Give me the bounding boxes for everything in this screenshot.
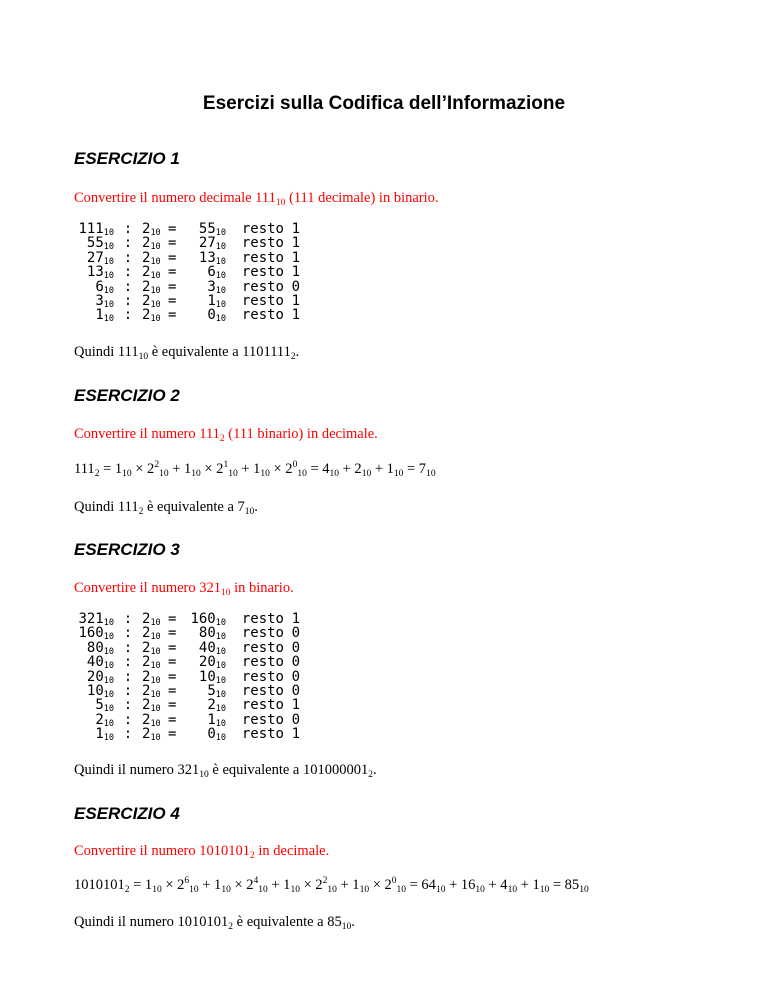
base-subscript: 10 <box>215 733 226 744</box>
division-sign: : <box>123 726 133 743</box>
resto-label: resto <box>241 726 284 743</box>
division-sign: : <box>123 654 133 671</box>
quotient: $27_{10}$ <box>198 235 226 253</box>
base-subscript: 10 <box>150 228 161 238</box>
exercise-1-division-table <box>74 222 300 323</box>
base-subscript: 10 <box>150 285 161 296</box>
base-subscript: 10 <box>103 228 114 238</box>
resto-label: resto <box>241 235 284 252</box>
remainder-bit: 1 <box>291 264 300 281</box>
base-subscript: 10 <box>103 718 114 729</box>
dividend: $111_{10}$ <box>78 221 114 238</box>
dividend: $40_{10}$ <box>86 654 114 672</box>
remainder-bit: 0 <box>291 625 300 642</box>
divisor: $2_{10}$ <box>142 639 161 657</box>
base-subscript: 10 <box>150 718 161 729</box>
division-sign: : <box>123 307 133 324</box>
division-row <box>74 612 300 626</box>
equals-sign: = <box>168 668 177 685</box>
remainder-bit: 1 <box>291 235 300 252</box>
division-row <box>74 684 300 698</box>
base-subscript: 10 <box>103 285 114 296</box>
equals-sign: = <box>168 221 177 237</box>
dividend: $5_{10}$ <box>95 697 114 715</box>
division-row <box>74 697 300 715</box>
base-subscript: 10 <box>150 632 161 643</box>
resto-label: resto <box>241 711 284 728</box>
base-subscript: 10 <box>103 689 114 700</box>
base-subscript: 10 <box>215 704 226 715</box>
base-subscript: 10 <box>215 271 226 282</box>
division-sign: : <box>123 292 133 309</box>
base-subscript: 10 <box>215 689 226 700</box>
exercise-2-heading: ESERCIZIO 2 <box>74 386 180 405</box>
resto-label: resto <box>241 611 284 627</box>
divisor: $2_{10}$ <box>142 292 161 310</box>
equals-sign: = <box>168 697 177 714</box>
division-sign: : <box>123 625 133 642</box>
base-subscript: 10 <box>215 718 226 729</box>
quotient: $20_{10}$ <box>198 654 226 672</box>
equals-sign: = <box>168 639 177 656</box>
resto-label: resto <box>241 625 284 642</box>
equals-sign: = <box>168 307 177 324</box>
base-subscript: 10 <box>150 661 161 672</box>
exercise-4-prompt: Convertire il numero $1010101_2$ in decimale. <box>74 843 330 861</box>
quotient: $80_{10}$ <box>198 625 226 643</box>
resto-label: resto <box>241 221 284 237</box>
base-subscript: 10 <box>103 704 114 715</box>
division-row <box>74 654 300 672</box>
division-sign: : <box>123 697 133 714</box>
base-subscript: 10 <box>103 661 114 672</box>
divisor: $2_{10}$ <box>142 221 161 238</box>
remainder-bit: 1 <box>291 726 300 743</box>
base-subscript: 10 <box>150 242 161 253</box>
division-row <box>74 235 300 253</box>
divisor: $2_{10}$ <box>142 278 161 296</box>
exercise-3-result: Quindi il numero $321_{10}$ è equivalente a $101000001_2$. <box>74 762 377 780</box>
resto-label: resto <box>241 249 284 266</box>
division-row <box>74 307 300 325</box>
dividend: $321_{10}$ <box>78 611 114 628</box>
divisor: $2_{10}$ <box>142 654 161 672</box>
dividend: $80_{10}$ <box>86 639 114 657</box>
remainder-bit: 0 <box>291 668 300 685</box>
equals-sign: = <box>168 264 177 281</box>
divisor: $2_{10}$ <box>142 697 161 715</box>
exercise-3-heading: ESERCIZIO 3 <box>74 540 180 559</box>
divisor: $2_{10}$ <box>142 668 161 686</box>
division-sign: : <box>123 682 133 699</box>
quotient: $40_{10}$ <box>198 639 226 657</box>
remainder-bit: 1 <box>291 611 300 627</box>
dividend: $27_{10}$ <box>86 249 114 267</box>
base-subscript: 10 <box>215 256 226 267</box>
base-subscript: 10 <box>103 733 114 744</box>
quotient: $5_{10}$ <box>207 682 226 700</box>
dividend: $1_{10}$ <box>95 307 114 325</box>
base-subscript: 10 <box>215 632 226 643</box>
divisor: $2_{10}$ <box>142 249 161 267</box>
dividend: $160_{10}$ <box>78 625 114 643</box>
remainder-bit: 1 <box>291 292 300 309</box>
resto-label: resto <box>241 697 284 714</box>
base-subscript: 10 <box>150 256 161 267</box>
equals-sign: = <box>168 235 177 252</box>
division-sign: : <box>123 639 133 656</box>
dividend: $3_{10}$ <box>95 292 114 310</box>
equals-sign: = <box>168 611 177 627</box>
divisor: $2_{10}$ <box>142 611 161 628</box>
base-subscript: 10 <box>103 646 114 657</box>
base-subscript: 10 <box>103 256 114 267</box>
base-subscript: 10 <box>150 646 161 657</box>
base-subscript: 10 <box>103 242 114 253</box>
base-subscript: 10 <box>103 618 114 628</box>
base-subscript: 10 <box>215 618 226 628</box>
division-sign: : <box>123 221 133 237</box>
resto-label: resto <box>241 264 284 281</box>
remainder-bit: 1 <box>291 249 300 266</box>
base-subscript: 10 <box>103 675 114 686</box>
quotient: $1_{10}$ <box>207 711 226 729</box>
dividend: $2_{10}$ <box>95 711 114 729</box>
remainder-bit: 1 <box>291 307 300 324</box>
quotient: $0_{10}$ <box>207 307 226 325</box>
divisor: $2_{10}$ <box>142 726 161 744</box>
resto-label: resto <box>241 307 284 324</box>
exercise-4-result: Quindi il numero $1010101_2$ è equivalente a $85_{10}$. <box>74 914 355 932</box>
equals-sign: = <box>168 249 177 266</box>
division-sign: : <box>123 264 133 281</box>
quotient: $10_{10}$ <box>198 668 226 686</box>
division-row <box>74 222 300 236</box>
division-row <box>74 264 300 282</box>
dividend: $10_{10}$ <box>86 682 114 700</box>
base-subscript: 10 <box>150 733 161 744</box>
remainder-bit: 0 <box>291 278 300 295</box>
divisor: $2_{10}$ <box>142 264 161 282</box>
division-sign: : <box>123 235 133 252</box>
quotient: $160_{10}$ <box>190 611 226 628</box>
remainder-bit: 0 <box>291 711 300 728</box>
base-subscript: 10 <box>150 675 161 686</box>
exercise-1-heading: ESERCIZIO 1 <box>74 149 180 168</box>
division-row <box>74 294 300 308</box>
base-subscript: 10 <box>103 299 114 310</box>
base-subscript: 10 <box>215 675 226 686</box>
division-row <box>74 251 300 265</box>
remainder-bit: 0 <box>291 639 300 656</box>
equals-sign: = <box>168 278 177 295</box>
base-subscript: 10 <box>215 285 226 296</box>
equals-sign: = <box>168 726 177 743</box>
division-row <box>74 713 300 727</box>
division-sign: : <box>123 278 133 295</box>
quotient: $2_{10}$ <box>207 697 226 715</box>
resto-label: resto <box>241 278 284 295</box>
divisor: $2_{10}$ <box>142 682 161 700</box>
base-subscript: 10 <box>215 228 226 238</box>
quotient: $6_{10}$ <box>207 264 226 282</box>
dividend: $20_{10}$ <box>86 668 114 686</box>
exercise-2-result: Quindi $111_2$ è equivalente a $7_{10}$. <box>74 499 258 517</box>
division-sign: : <box>123 249 133 266</box>
equals-sign: = <box>168 711 177 728</box>
dividend: $13_{10}$ <box>86 264 114 282</box>
division-row <box>74 670 300 684</box>
base-subscript: 10 <box>150 314 161 325</box>
divisor: $2_{10}$ <box>142 711 161 729</box>
equals-sign: = <box>168 292 177 309</box>
exercise-2-formula: $111_2 = 1_{10} \times 2^2_{10} + 1_{10} \times 2^1_{10} + 1_{10} \times 2^0_{10} = 4_{10} + 2_{10} + 1_{10} = 7_{10}$ <box>74 460 436 479</box>
division-row <box>74 280 300 294</box>
divisor: $2_{10}$ <box>142 235 161 253</box>
remainder-bit: 0 <box>291 654 300 671</box>
base-subscript: 10 <box>150 299 161 310</box>
base-subscript: 10 <box>150 704 161 715</box>
base-subscript: 10 <box>150 271 161 282</box>
remainder-bit: 0 <box>291 682 300 699</box>
equals-sign: = <box>168 654 177 671</box>
base-subscript: 10 <box>103 271 114 282</box>
division-sign: : <box>123 668 133 685</box>
resto-label: resto <box>241 654 284 671</box>
base-subscript: 10 <box>103 632 114 643</box>
equals-sign: = <box>168 682 177 699</box>
base-subscript: 10 <box>103 314 114 325</box>
resto-label: resto <box>241 668 284 685</box>
remainder-bit: 1 <box>291 697 300 714</box>
divisor: $2_{10}$ <box>142 307 161 325</box>
document-title: Esercizi sulla Codifica dell’Informazione <box>202 93 566 114</box>
remainder-bit: 1 <box>291 221 300 237</box>
base-subscript: 10 <box>215 646 226 657</box>
dividend: $1_{10}$ <box>95 726 114 744</box>
resto-label: resto <box>241 682 284 699</box>
dividend: $55_{10}$ <box>86 235 114 253</box>
base-subscript: 10 <box>150 618 161 628</box>
exercise-4-formula: $1010101_2 = 1_{10} \times 2^6_{10} + 1_{10} \times 2^4_{10} + 1_{10} \times 2^2_{10} + 1_{10} \times 2^0_{10} = 64_{10} + 16_{10} + 4_{10} + 1_{10} = 85_{10}$ <box>74 876 589 895</box>
base-subscript: 10 <box>150 689 161 700</box>
resto-label: resto <box>241 639 284 656</box>
divisor: $2_{10}$ <box>142 625 161 643</box>
quotient: $3_{10}$ <box>207 278 226 296</box>
exercise-4-heading: ESERCIZIO 4 <box>74 804 180 823</box>
exercise-3-division-table <box>74 612 300 742</box>
base-subscript: 10 <box>215 299 226 310</box>
dividend: $6_{10}$ <box>95 278 114 296</box>
quotient: $1_{10}$ <box>207 292 226 310</box>
exercise-1-result: Quindi $111_{10}$ è equivalente a $1101111_2$. <box>74 344 300 362</box>
exercise-2-prompt: Convertire il numero $111_2$ (111 binario) in decimale. <box>74 426 378 444</box>
division-row <box>74 641 300 655</box>
exercise-3-prompt: Convertire il numero $321_{10}$ in binario. <box>74 580 294 598</box>
division-sign: : <box>123 611 133 627</box>
equals-sign: = <box>168 625 177 642</box>
division-row <box>74 625 300 643</box>
base-subscript: 10 <box>215 242 226 253</box>
base-subscript: 10 <box>215 314 226 325</box>
quotient: $13_{10}$ <box>198 249 226 267</box>
quotient: $55_{10}$ <box>198 221 226 238</box>
division-row <box>74 726 300 744</box>
division-sign: : <box>123 711 133 728</box>
base-subscript: 10 <box>215 661 226 672</box>
quotient: $0_{10}$ <box>207 726 226 744</box>
exercise-1-prompt: Convertire il numero decimale $111_{10}$ (111 decimale) in binario. <box>74 190 439 208</box>
resto-label: resto <box>241 292 284 309</box>
